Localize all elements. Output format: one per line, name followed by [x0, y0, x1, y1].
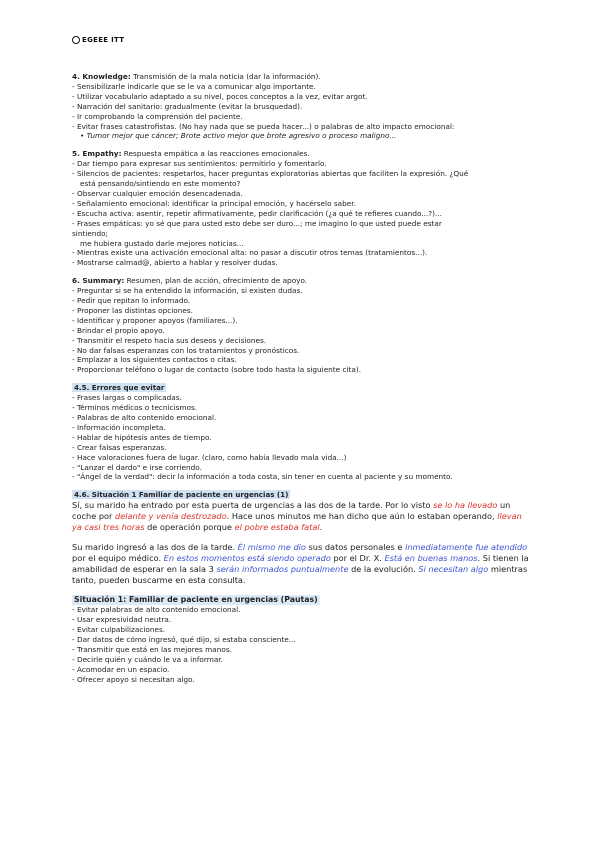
- subsection-title: Situación 1: Familiar de paciente en urgencias (Pautas): [74, 595, 318, 605]
- list-item: - Términos médicos o tecnicismos.: [72, 403, 198, 413]
- list-item: - Ofrecer apoyo si necesitan algo.: [72, 674, 195, 684]
- list-item: - Evitar culpabilizaciones.: [72, 624, 166, 634]
- list-item: - Acomodar en un espacio.: [72, 664, 170, 674]
- list-item: - Brindar el propio apoyo.: [72, 325, 165, 335]
- list-item: - "Ángel de la verdad": decir la información a toda costa, sin tener en cuenta al paciente y su momento.: [72, 472, 453, 482]
- list-item: - Frases largas o complicadas.: [72, 393, 182, 403]
- list-item: - Transmitir el respeto hacia sus deseos y decisiones.: [72, 335, 267, 345]
- list-item: - Emplazar a los siguientes contactos o citas.: [72, 355, 237, 365]
- heading-text: Resumen, plan de acción, ofrecimiento de apoyo.: [124, 276, 308, 286]
- list-item: - Evitar palabras de alto contenido emocional.: [72, 605, 241, 615]
- text-run: Sí, su marido ha entrado por esta puerta de urgencias a las dos de la tarde. Por lo visto: [72, 500, 434, 511]
- text-run: por el equipo médico.: [72, 553, 164, 564]
- list-item: - Narración del sanitario: gradualmente (evitar la brusquedad).: [72, 101, 303, 111]
- section-knowledge: [72, 72, 532, 141]
- section-errors: [72, 383, 532, 482]
- section-title-highlight: 4.6. Situación 1 Familiar de paciente en urgencias (1): [74, 490, 289, 500]
- brand-logo-icon: [72, 36, 80, 44]
- text-run: por el Dr. X.: [330, 553, 385, 564]
- highlight-red: el pobre estaba fatal: [234, 522, 320, 533]
- list-item: - Proporcionar teléfono o lugar de contacto (sobre todo hasta la siguiente cita).: [72, 365, 362, 375]
- text-run: de operación porque: [144, 522, 235, 533]
- text-run: un coche por: [72, 500, 511, 522]
- heading-label: 5. Empathy:: [72, 149, 122, 159]
- text-run: . Hace unos minutos me han dicho que aún lo estaban operando,: [226, 511, 498, 522]
- list-item: - Palabras de alto contenido emocional.: [72, 413, 217, 422]
- heading-text: Respuesta empática a las reacciones emocionales.: [121, 149, 310, 159]
- document-body: [72, 72, 532, 692]
- list-item: - Crear falsas esperanzas.: [72, 442, 167, 452]
- heading-text: Transmisión de la mala noticia (dar la información).: [130, 72, 321, 81]
- highlight-blue: En estos momentos está siendo operado: [163, 553, 331, 564]
- section-heading: [72, 276, 532, 286]
- list-item: - Dar tiempo para expresar sus sentimientos: permitirlo y fomentarlo.: [72, 159, 327, 169]
- list-item: - Ir comprobando la comprensión del paciente.: [72, 111, 243, 121]
- list-item: - Pedir que repitan lo informado.: [72, 296, 191, 306]
- text-run: mientras tanto, pueden buscarme en esta consulta.: [72, 564, 528, 586]
- section-heading: [72, 72, 532, 82]
- highlight-blue: Si necesitan algo: [418, 564, 489, 575]
- highlight-blue: Está en buenas manos: [384, 553, 478, 564]
- list-item: - Mientras existe una activación emocional alta: no pasar a discutir otros temas (tratamientos...).: [72, 248, 428, 258]
- brand-header: [72, 36, 124, 44]
- section-situation-1: [72, 490, 532, 684]
- list-item: - Mostrarse calmad@, abierto a hablar y resolver dudas.: [72, 258, 278, 268]
- list-item: - Dar datos de cómo ingresó, qué dijo, si estaba consciente...: [72, 634, 296, 644]
- list-item: sintiendo;: [72, 228, 109, 238]
- list-item: - Hablar de hipótesis antes de tiempo.: [72, 432, 212, 442]
- text-run: .: [319, 522, 323, 533]
- list-item: - Hace valoraciones fuera de lugar. (claro, como había llevado mala vida...): [72, 452, 347, 462]
- list-item: - "Lanzar el dardo" e irse corriendo.: [72, 462, 202, 472]
- section-summary: [72, 276, 532, 375]
- section-heading: [72, 149, 532, 159]
- heading-label: 4. Knowledge:: [72, 72, 131, 81]
- text-run: sus datos personales e: [305, 542, 406, 553]
- text-run: Su marido ingresó a las dos de la tarde.: [72, 542, 238, 553]
- highlight-blue: inmediatamente fue atendido: [405, 542, 528, 553]
- highlight-red: delante y venía destrozado: [115, 511, 227, 522]
- list-item: - Información incompleta.: [72, 422, 166, 432]
- heading-label: 6. Summary:: [72, 276, 125, 286]
- list-subitem: • Tumor mejor que cáncer; Brote activo mejor que brote agresivo o proceso maligno...: [80, 131, 397, 141]
- list-item: - Evitar frases catastrofistas. (No hay nada que se pueda hacer...) o palabras de alto impacto emocional:: [72, 121, 455, 131]
- list-item: está pensando/sintiendo en este momento?: [80, 179, 241, 189]
- list-item: - Silencios de pacientes: respetarlos, hacer preguntas exploratorias abiertas que faciliten la expresión. ¿Qué: [72, 169, 469, 179]
- list-item: me hubiera gustado darle mejores noticias...: [80, 238, 244, 248]
- list-item: - Frases empáticas: yo sé que para usted esto debe ser duro...; me imagino lo que usted puede estar: [72, 218, 442, 228]
- highlight-blue: Él mismo me dio: [237, 542, 306, 553]
- list-item: - Preguntar si se ha entendido la información, si existen dudas.: [72, 286, 303, 296]
- list-item: - Identificar y proponer apoyos (familiares...).: [72, 315, 238, 325]
- brand-name: EGEEE ITT: [82, 36, 125, 44]
- highlight-blue: serán informados puntualmente: [216, 564, 349, 575]
- list-item: - Usar expresividad neutra.: [72, 615, 172, 625]
- list-item: - Transmitir que está en las mejores manos.: [72, 644, 232, 654]
- highlight-red: llevan ya casi tres horas: [72, 511, 522, 533]
- list-item: - Proponer las distintas opciones.: [72, 305, 193, 315]
- list-item: - Decirle quién y cuándo le va a informar.: [72, 654, 223, 664]
- list-item: - Utilizar vocabulario adaptado a su nivel, pocos conceptos a la vez, evitar argot.: [72, 91, 368, 101]
- good-example-paragraph: [72, 542, 532, 586]
- bad-example-paragraph: [72, 500, 532, 533]
- text-run: de la evolución.: [348, 564, 419, 575]
- section-title-highlight: 4.5. Errores que evitar: [74, 383, 165, 393]
- list-item: - No dar falsas esperanzas con los tratamientos y pronósticos.: [72, 345, 300, 355]
- highlight-red: se lo ha llevado: [433, 500, 498, 511]
- list-item: - Sensibilizarle indicarle que se le va a comunicar algo importante.: [72, 81, 316, 91]
- text-run: . Si tienen la amabilidad de esperar en la sala 3: [72, 553, 529, 575]
- section-empathy: [72, 149, 532, 268]
- list-item: - Observar cualquier emoción desencadenada.: [72, 188, 243, 198]
- list-item: - Señalamiento emocional: identificar la principal emoción, y hacérselo saber.: [72, 198, 356, 208]
- list-item: - Escucha activa: asentir, repetir afirmativamente, pedir clarificación (¿a qué te refieres cuando...?)...: [72, 208, 442, 218]
